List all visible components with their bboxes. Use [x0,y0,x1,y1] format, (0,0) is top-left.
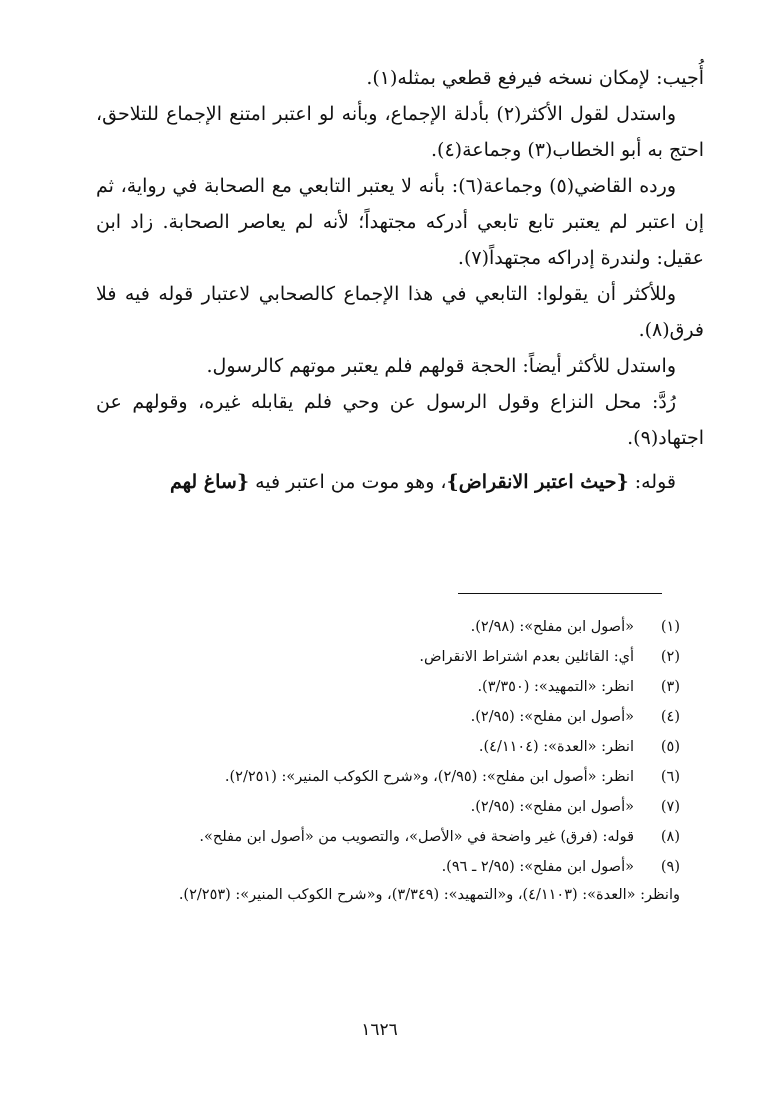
footnote-text: «أصول ابن مفلح»: (٢/٩٥). [470,709,634,725]
footnote-number: (٨) [660,829,680,845]
footnote-4 [96,702,680,732]
footnote-number: (١) [660,619,680,635]
footnote-number: (٩) [660,859,680,875]
page-number: ١٦٢٦ [361,1020,398,1040]
quoted-matn-1: {حيث اعتبر الانقراض} [446,471,629,493]
footnotes [96,612,680,908]
footnote-text: «أصول ابن مفلح»: (٢/٩٥). [470,799,634,815]
main-text [96,60,704,500]
paragraph-3: ورده القاضي(٥) وجماعة(٦): بأنه لا يعتبر التابعي مع الصحابة في رواية، ثم إن اعتبر لم يعتبر تابع تابعي أدركه مجتهداً؛ لأنه لم يعاصر الصحابة. زاد ابن عقيل: ولندرة إدراكه مجتهداً(٧). [96,175,704,269]
paragraph-6: رُدَّ: محل النزاع وقول الرسول عن وحي فلم يقابله غيره، وقولهم عن اجتهاد(٩). [96,391,704,449]
footnote-9-continuation: وانظر: «العدة»: (٤/١١٠٣)، و«التمهيد»: (٣/٣٤٩)، و«شرح الكوكب المنير»: (٢/٢٥٣). [178,887,680,903]
footnote-number: (٧) [660,799,680,815]
footnote-6 [96,762,680,792]
footnote-number: (٦) [660,769,680,785]
footnote-number: (٥) [660,739,680,755]
footnote-1 [96,612,680,642]
footnote-number: (٢) [660,649,680,665]
footnote-text: «أصول ابن مفلح»: (٢/٩٨). [470,619,634,635]
footnote-text: أي: القائلين بعدم اشتراط الانقراض. [419,649,634,665]
commentary-prefix: قوله: [628,471,676,493]
footnote-8 [96,822,680,852]
paragraph-2: واستدل لقول الأكثر(٢) بأدلة الإجماع، وبأنه لو اعتبر امتنع الإجماع للتلاحق، احتج به أبو الخطاب(٣) وجماعة(٤). [96,103,704,161]
paragraph-7 [96,464,704,500]
quoted-matn-2: {ساغ لهم [170,471,250,493]
footnote-separator [458,593,662,594]
footnote-9 [96,852,680,882]
footnote-text: «أصول ابن مفلح»: (٢/٩٥ ـ ٩٦). [441,859,634,875]
footnote-text: انظر: «التمهيد»: (٣/٣٥٠). [477,679,634,695]
footnote-3 [96,672,680,702]
footnote-text: انظر: «العدة»: (٤/١١٠٤). [478,739,634,755]
paragraph-5: واستدل للأكثر أيضاً: الحجة قولهم فلم يعتبر موتهم كالرسول. [206,355,676,377]
footnote-text: انظر: «أصول ابن مفلح»: (٢/٩٥)، و«شرح الكوكب المنير»: (٢/٢٥١). [224,769,634,785]
footnote-text: قوله: (فرق) غير واضحة في «الأصل»، والتصويب من «أصول ابن مفلح». [199,829,634,845]
paragraph-4: وللأكثر أن يقولوا: التابعي في هذا الإجماع كالصحابي لاعتبار قوله فيه فلا فرق(٨). [96,283,704,341]
commentary-middle: ، وهو موت من اعتبر فيه [249,471,447,493]
footnote-2 [96,642,680,672]
footnote-number: (٣) [660,679,680,695]
footnote-7 [96,792,680,822]
footnote-number: (٤) [660,709,680,725]
paragraph-1: أُجيب: لإمكان نسخه فيرفع قطعي بمثله(١). [366,67,704,89]
footnote-5 [96,732,680,762]
